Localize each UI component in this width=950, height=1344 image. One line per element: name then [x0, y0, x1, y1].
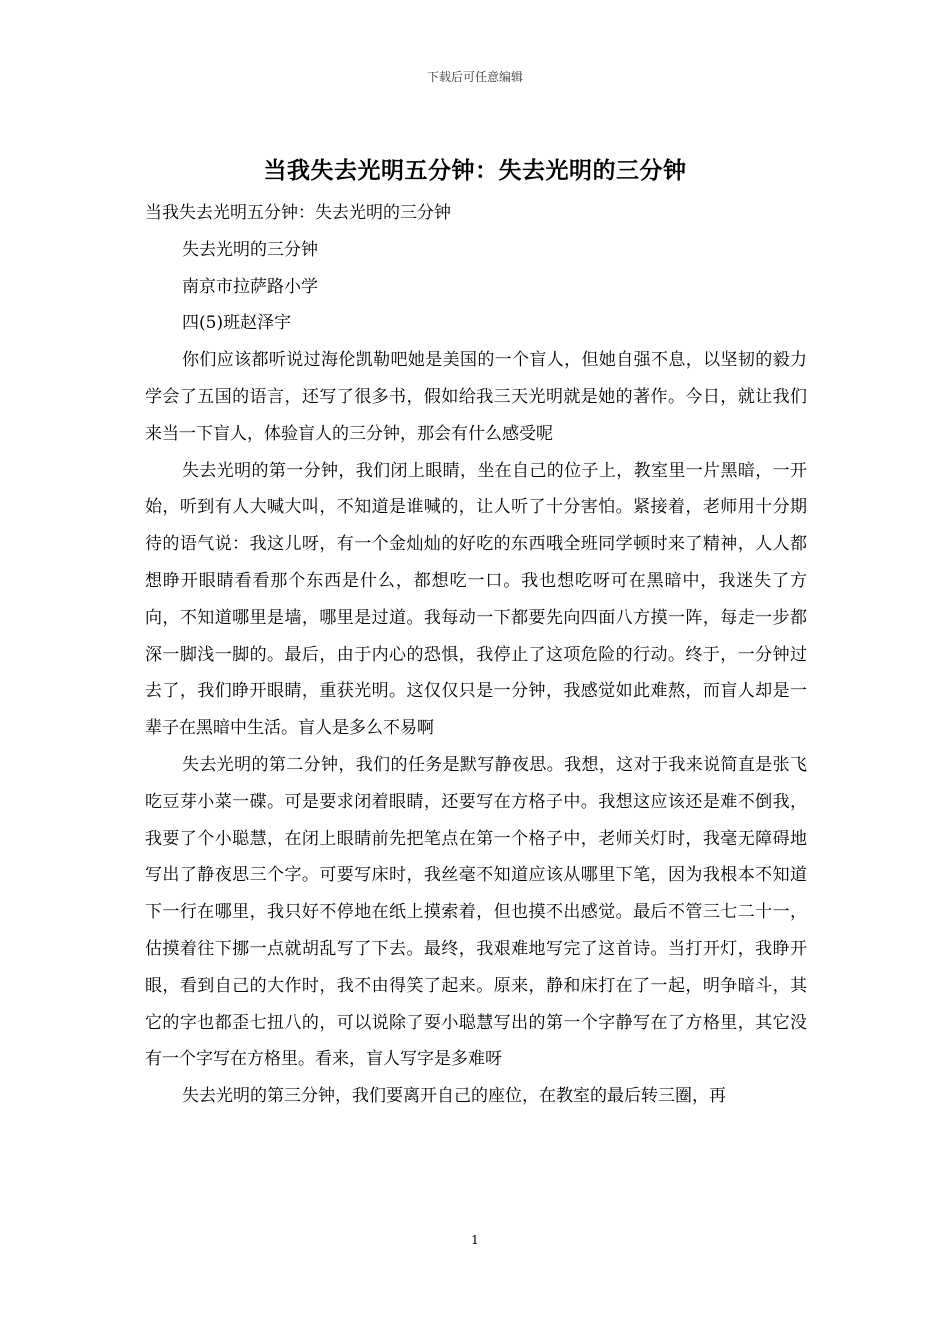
subtitle-line: 当我失去光明五分钟：失去光明的三分钟	[145, 203, 451, 223]
paragraph-second-minute: 失去光明的第二分钟，我们的任务是默写静夜思。我想，这对于我来说简直是张飞吃豆芽小菜一碟。可是要求闭着眼睛，还要写在方格子中。我想这应该还是难不倒我，我要了个小聪慧，在闭上眼睛前先把笔点在第一个格子中，老师关灯时，我毫无障碍地写出了静夜思三个字。可要写床时，我丝毫不知道应该从哪里下笔，因为我根本不知道下一行在哪里，我只好不停地在纸上摸索着，但也摸不出感觉。最后不管三七二十一，估摸着往下挪一点就胡乱写了下去。最终，我艰难地写完了这首诗。当打开灯，我睁开眼，看到自己的大作时，我不由得笑了起来。原来，静和床打在了一起，明争暗斗，其它的字也都歪七扭八的，可以说除了耍小聪慧写出的第一个字静写在了方格里，其它没有一个字写在方格里。看来，盲人写字是多难呀	[145, 754, 807, 1070]
paragraph-first-minute: 失去光明的第一分钟，我们闭上眼睛，坐在自己的位子上，教室里一片黑暗，一开始，听到有人大喊大叫，不知道是谁喊的，让人听了十分害怕。紧接着，老师用十分期待的语气说：我这儿呀，有一个金灿灿的好吃的东西哦全班同学顿时来了精神，人人都想睁开眼睛看看那个东西是什么，都想吃一口。我也想吃呀可在黑暗中，我迷失了方向，不知道哪里是墙，哪里是过道。我每动一下都要先向四面八方摸一阵，每走一步都深一脚浅一脚的。最后，由于内心的恐惧，我停止了这项危险的行动。终于，一分钟过去了，我们睁开眼睛，重获光明。这仅仅只是一分钟，我感觉如此难熬，而盲人却是一辈子在黑暗中生活。盲人是多么不易啊	[145, 460, 807, 739]
author-line: 四(5)班赵泽宇	[182, 313, 292, 334]
paragraph-intro: 你们应该都听说过海伦凯勒吧她是美国的一个盲人，但她自强不息，以坚韧的毅力学会了五国的语言，还写了很多书，假如给我三天光明就是她的著作。今日，就让我们来当一下盲人，体验盲人的三分钟，那会有什么感受呢	[145, 350, 807, 444]
paragraph-third-minute: 失去光明的第三分钟，我们要离开自己的座位，在教室的最后转三圈，再	[182, 1086, 726, 1107]
essay-title-line: 失去光明的三分钟	[182, 239, 318, 260]
header-note: 下载后可任意编辑	[426, 70, 523, 84]
page-number: 1	[471, 1233, 479, 1247]
document-body	[145, 195, 807, 1115]
document-title: 当我失去光明五分钟：失去光明的三分钟	[263, 158, 687, 184]
school-line: 南京市拉萨路小学	[182, 276, 318, 297]
